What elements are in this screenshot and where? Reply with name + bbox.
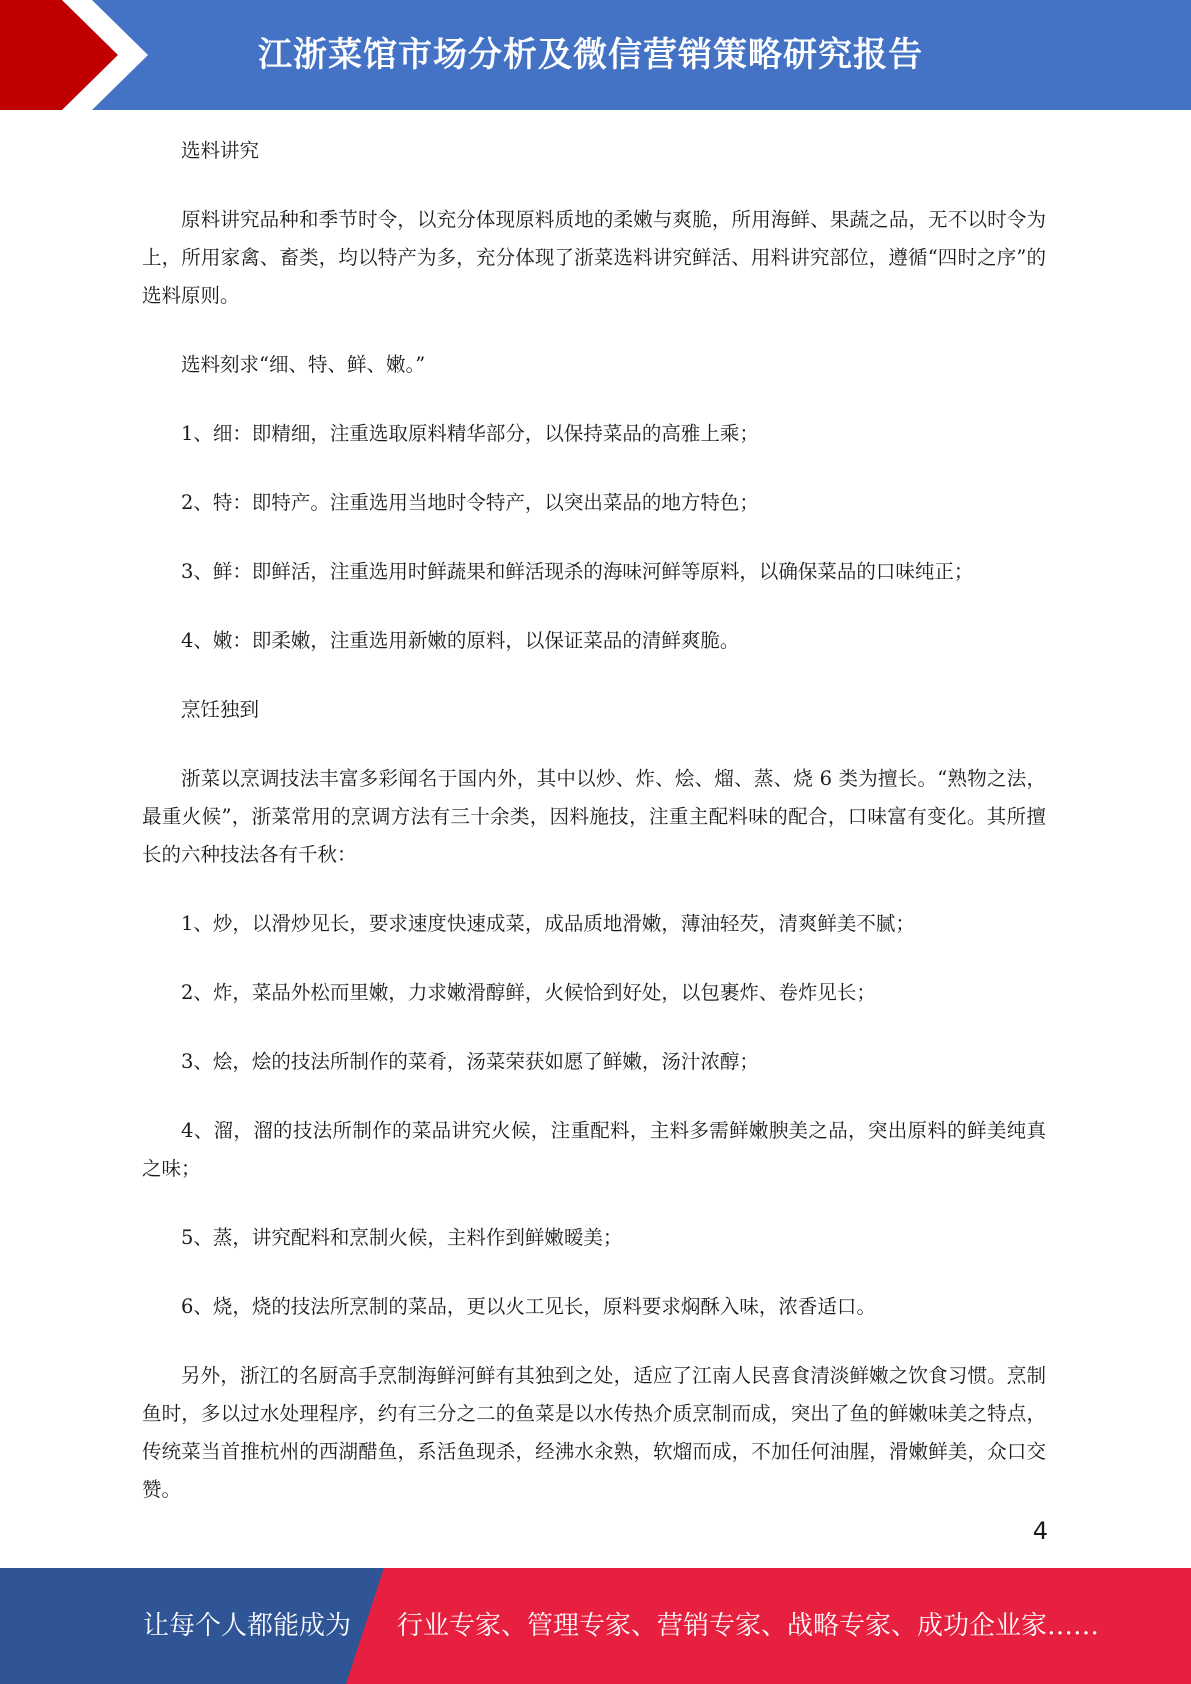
list-item: 4、嫩：即柔嫩，注重选用新嫩的原料，以保证菜品的清鲜爽脆。: [181, 629, 740, 652]
footer-slogan-left: 让每个人都能成为: [143, 1611, 352, 1641]
list-item: 1、细：即精细，注重选取原料精华部分，以保持菜品的高雅上乘；: [181, 422, 759, 445]
page-footer: [0, 1568, 1191, 1684]
page-number: 4: [1032, 1517, 1048, 1545]
paragraph: 浙菜以烹调技法丰富多彩闻名于国内外，其中以炒、炸、烩、熘、蒸、烧 6 类为擅长。“熟物之法，最重火候”，浙菜常用的烹调方法有三十余类，因料施技，注重主配料味的配合，口味富有变化。其所擅长的六种技法各有千秋：: [142, 767, 1046, 866]
list-item: 3、烩，烩的技法所制作的菜肴，汤菜荣获如愿了鲜嫩，汤汁浓醇；: [181, 1050, 759, 1073]
footer-slogan-right: 行业专家、管理专家、营销专家、战略专家、成功企业家……: [397, 1611, 1100, 1641]
list-item: 1、炒，以滑炒见长，要求速度快速成菜，成品质地滑嫩，薄油轻芡，清爽鲜美不腻；: [181, 912, 915, 935]
section-heading-cooking: 烹饪独到: [181, 698, 260, 721]
paragraph: 另外，浙江的名厨高手烹制海鲜河鲜有其独到之处，适应了江南人民喜食清淡鲜嫩之饮食习惯。烹制鱼时，多以过水处理程序，约有三分之二的鱼菜是以水传热介质烹制而成，突出了鱼的鲜嫩味美之特点，传统菜当首推杭州的西湖醋鱼，系活鱼现杀，经沸水汆熟，软熘而成，不加任何油腥，滑嫩鲜美，众口交赞。: [142, 1364, 1046, 1501]
list-item: 5、蒸，讲究配料和烹制火候，主料作到鲜嫩暧美；: [181, 1226, 623, 1249]
header-title: 江浙菜馆市场分析及微信营销策略研究报告: [258, 35, 923, 75]
document-body: [142, 132, 1046, 1540]
list-item: 4、溜，溜的技法所制作的菜品讲究火候，注重配料，主料多需鲜嫩腴美之品，突出原料的鲜美纯真之味；: [142, 1119, 1046, 1180]
section-heading-material-selection: 选料讲究: [181, 139, 260, 162]
paragraph: 选料刻求“细、特、鲜、嫩。”: [181, 353, 426, 376]
list-item: 3、鲜：即鲜活，注重选用时鲜蔬果和鲜活现杀的海味河鲜等原料，以确保菜品的口味纯正；: [181, 560, 974, 583]
page-header: [0, 0, 1191, 110]
paragraph: 原料讲究品种和季节时令，以充分体现原料质地的柔嫩与爽脆，所用海鲜、果蔬之品，无不以时令为上，所用家禽、畜类，均以特产为多，充分体现了浙菜选料讲究鲜活、用料讲究部位，遵循“四时之序”的选料原则。: [142, 208, 1046, 307]
list-item: 2、炸，菜品外松而里嫩，力求嫩滑醇鲜，火候恰到好处，以包裹炸、卷炸见长；: [181, 981, 876, 1004]
list-item: 2、特：即特产。注重选用当地时令特产，以突出菜品的地方特色；: [181, 491, 759, 514]
list-item: 6、烧，烧的技法所烹制的菜品，更以火工见长，原料要求焖酥入味，浓香适口。: [181, 1295, 876, 1318]
